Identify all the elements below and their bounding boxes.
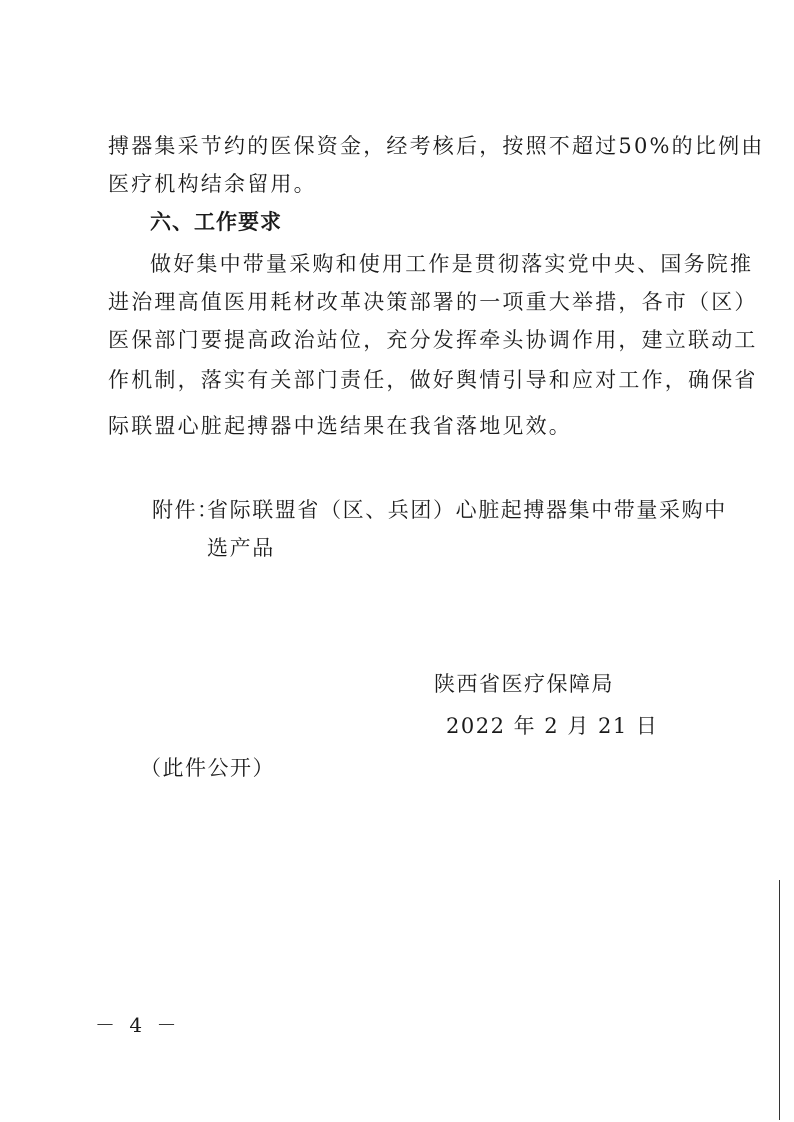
paragraph-line-2: 医疗机构结余留用。 [108,172,317,196]
page-number: － 4 － [95,1013,181,1037]
requirement-line-1: 做好集中带量采购和使用工作是贯彻落实党中央、国务院推 [150,252,754,276]
issue-date: 2022 年 2 月 21 日 [446,714,659,738]
attachment-title-line-1: 省际联盟省（区、兵团）心脏起搏器集中带量采购中 [207,498,727,522]
section-heading: 六、工作要求 [150,210,282,234]
requirement-line-4: 作机制，落实有关部门责任，做好舆情引导和应对工作，确保省 [108,368,758,392]
disclosure-note: （此件公开） [140,756,275,780]
paragraph-line-1: 搏器集采节约的医保资金，经考核后，按照不超过50%的比例由 [108,134,765,158]
requirement-line-2: 进治理高值医用耗材改革决策部署的一项重大举措，各市（区） [108,290,758,314]
requirement-line-5: 际联盟心脏起搏器中选结果在我省落地见效。 [108,414,572,438]
scan-edge-line [779,880,780,1120]
attachment-title-line-2: 选产品 [207,536,275,560]
issuing-organization: 陕西省医疗保障局 [434,672,614,696]
attachment-label: 附件： [152,498,220,522]
requirement-line-3: 医保部门要提高政治站位，充分发挥牵头协调作用，建立联动工 [108,328,758,352]
